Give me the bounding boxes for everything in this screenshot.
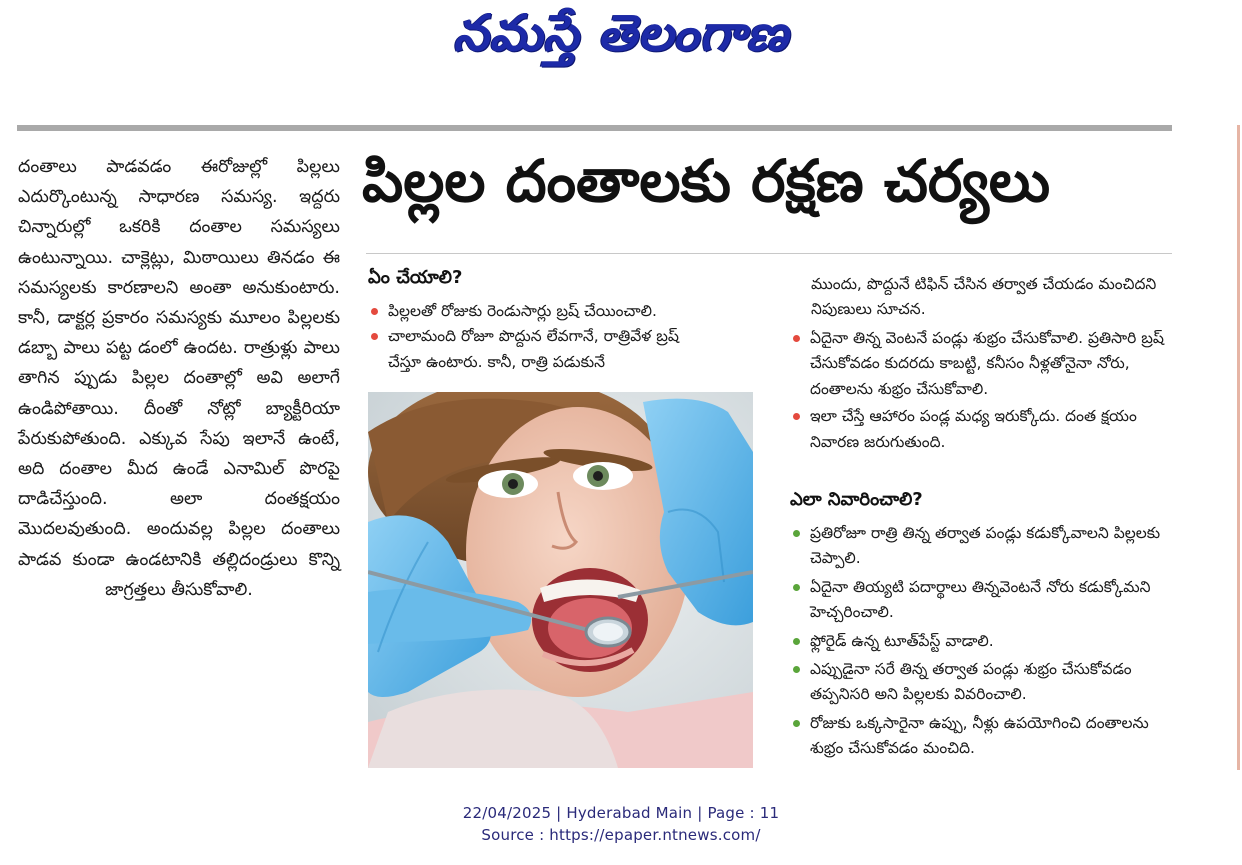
masthead-logo: నమస్తే తెలంగాణ [453, 4, 789, 62]
page-edge-marker [1237, 125, 1240, 770]
list-item: చాలామంది రోజూ పొద్దున లేవగానే, రాత్రివేళ బ్రష్ చేస్తూ ఉంటారు. కానీ, రాత్రి పడుకునే [368, 324, 708, 375]
continuation-text: ముందు, పొద్దునే టిఫిన్ చేసిన తర్వాత చేయడం మంచిదని నిపుణులు సూచన. [811, 275, 1157, 319]
bullet-list-what-to-do-continued [790, 326, 1172, 455]
bullet-icon [371, 308, 378, 315]
footer-source-link[interactable]: Source : https://epaper.ntnews.com/ [481, 826, 761, 844]
child-dentist-illustration [368, 392, 753, 768]
list-item: పిల్లలతో రోజుకు రెండుసార్లు బ్రష్ చేయించాలి. [368, 299, 708, 324]
list-item: ఎప్పుడైనా సరే తిన్న తర్వాత పండ్లు శుభ్రం చేసుకోవడం తప్పనిసరి అని పిల్లలకు వివరించాలి. [790, 657, 1172, 708]
headline-divider [366, 253, 1172, 254]
bullet-icon [793, 413, 800, 420]
bullet-icon [793, 335, 800, 342]
section-heading-prevention: ఎలా నివారించాలి? [790, 489, 923, 510]
bullet-icon [793, 720, 800, 727]
bullet-icon [793, 666, 800, 673]
bullet-list-prevention [790, 521, 1172, 762]
masthead-divider [17, 125, 1172, 131]
article-photo-dental-checkup [368, 392, 753, 768]
bullet-icon [793, 530, 800, 537]
footer-date-edition-page: 22/04/2025 | Hyderabad Main | Page : 11 [462, 804, 780, 822]
bullet-icon [793, 584, 800, 591]
bullet-icon [371, 333, 378, 340]
list-item: ఏదైనా తియ్యటి పదార్థాలు తిన్నవెంటనే నోరు కడుక్కోమని హెచ్చరించాలి. [790, 575, 1172, 626]
list-item: ప్రతిరోజూ రాత్రి తిన్న తర్వాత పండ్లు కడుక్కోవాలని పిల్లలకు చెప్పాలి. [790, 521, 1172, 572]
list-item: ఏదైనా తిన్న వెంటనే పండ్లు శుభ్రం చేసుకోవాలి. ప్రతిసారి బ్రష్ చేసుకోవడం కుదరదు కాబట్టి, కనీసం నీళ్లతోనైనా నోరు, దంతాలను శుభ్రం చేసుకోవాలి. [790, 326, 1172, 402]
section-heading-what-to-do: ఏం చేయాలి? [368, 267, 463, 288]
bullet-list-what-to-do [368, 299, 708, 375]
intro-column: దంతాలు పాడవడం ఈరోజుల్లో పిల్లలు ఎదుర్కొంటున్న సాధారణ సమస్య. ఇద్దరు చిన్నారుల్లో ఒకరికి దంతాల సమస్యలు ఉంటున్నాయి. చాక్లెట్లు, మిఠాయిలు తినడం ఈ సమస్యలకు కారణాలని అంతా అనుకుంటారు. కానీ, డాక్టర్ల ప్రకారం సమస్యకు మూలం పిల్లలకు డబ్బా పాలు పట్ట డంలో ఉందట. రాత్రుళ్లు పాలు తాగిన ప్పుడు పిల్లల దంతాల్లో అవి అలాగే ఉండిపోతాయి. దీంతో నోట్లో బ్యాక్టీరియా పేరుకుపోతుంది. ఎక్కువ సేపు ఇలానే ఉంటే, అది దంతాల మీద ఉండే ఎనామిల్ పొరపై దాడిచేస్తుంది. అలా దంతక్షయం మొదలవుతుంది. అందువల్ల పిల్లల దంతాలు పాడవ కుండా ఉండటానికి తల్లిదండ్రులు కొన్ని జాగ్రత్తలు తీసుకోవాలి. [18, 157, 340, 600]
list-item: ఫ్లోరైడ్ ఉన్న టూత్‌పేస్ట్ వాడాలి. [790, 629, 1172, 654]
list-item: రోజుకు ఒక్కసారైనా ఉప్పు, నీళ్లు ఉపయోగించి దంతాలను శుభ్రం చేసుకోవడం మంచిది. [790, 711, 1172, 762]
bullet-icon [793, 638, 800, 645]
list-item: ఇలా చేస్తే ఆహారం పండ్ల మధ్య ఇరుక్కోదు. దంత క్షయం నివారణ జరుగుతుంది. [790, 404, 1172, 455]
article-headline: పిల్లల దంతాలకు రక్షణ చర్యలు [362, 147, 1051, 215]
